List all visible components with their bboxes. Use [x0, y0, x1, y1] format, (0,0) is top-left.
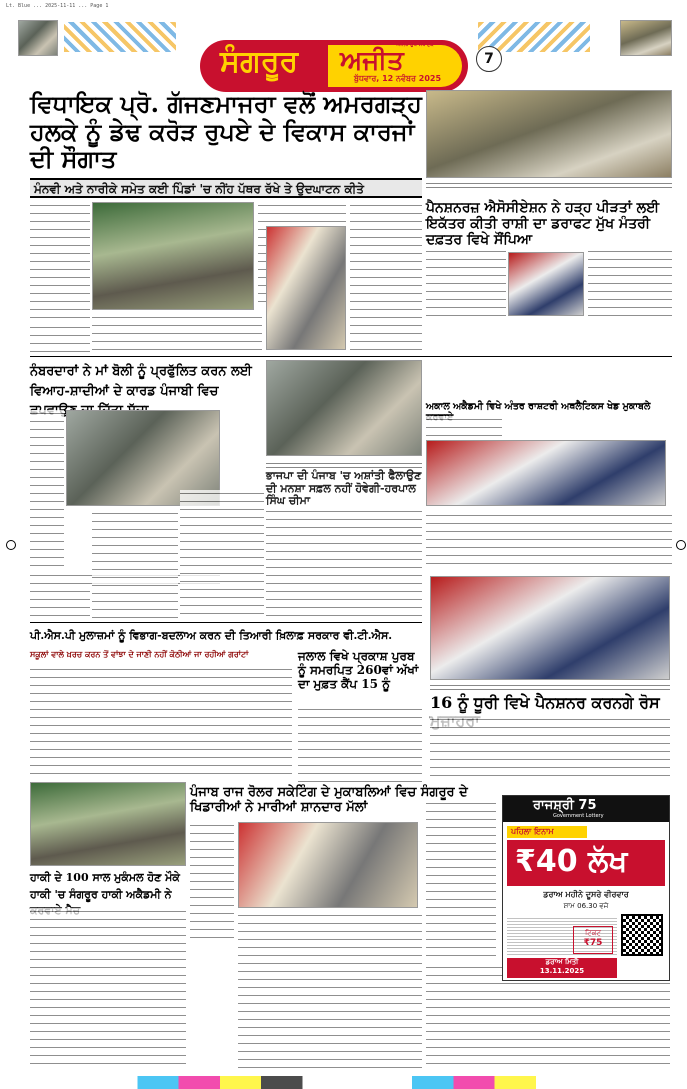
article-body [30, 410, 64, 570]
lottery-header [503, 796, 669, 822]
article-body [426, 800, 496, 960]
article-body [30, 908, 186, 1068]
article-body [190, 822, 234, 942]
prize-amount: ₹40 ਲੱਖ [515, 844, 628, 879]
lottery-draw-line: ਡਰਾਅ ਮਹੀਨੇ ਦੂਸਰੇ ਵੀਰਵਾਰ [543, 890, 629, 899]
article-body [92, 314, 262, 354]
athletics-photo [426, 440, 666, 506]
lottery-advertisement [502, 795, 670, 981]
lottery-brand: ਰਾਜਸ਼੍ਰੀ 75 [533, 798, 597, 813]
page-number: 7 [476, 46, 502, 72]
article-body [298, 706, 422, 782]
first-prize-label: ਪਹਿਲਾ ਇਨਾਮ [507, 826, 587, 838]
article-body [426, 248, 506, 318]
masthead-tag: ਅਜੀਤ ਉਪ-ਸੰਪਾਦਕ [396, 42, 434, 48]
prize-banner [507, 840, 665, 886]
lottery-brand-sub: Government Lottery [553, 813, 604, 819]
print-slug: Lt. Blue ... 2025-11-11 ... Page 1 [6, 3, 109, 9]
hockey-photo [30, 782, 186, 866]
decorative-pattern [64, 22, 176, 52]
masthead-city: ਸੰਗਰੂਰ [220, 44, 299, 79]
headline-psp: ਪੀ.ਐਸ.ਪੀ ਮੁਲਾਜ਼ਮਾਂ ਨੂੰ ਵਿਭਾਗ-ਬਦਲਾਅ ਕਰਨ ਦੀ ਤਿਆਰੀ ਖ਼ਿਲਾਫ਼ ਸਰਕਾਰ ਵੀ.ਟੀ.ਐਸ. [30, 629, 393, 642]
subhead-psp: ਸਕੂਲਾਂ ਵਾਲੇ ਖ਼ਰਚ ਕਰਨ ਤੋਂ ਵਾਂਝਾ ਦੇ ਜਾਣੀ ਨਹੀਂ ਕੋਠੀਆਂ ਜਾ ਰਹੀਆਂ ਗਰਾਂਟਾਂ [30, 650, 249, 659]
article-body [350, 202, 422, 352]
headline-lead: ਵਿਧਾਇਕ ਪ੍ਰੋ. ਗੱਜਣਮਾਜਰਾ ਵਲੋਂ ਅਮਰਗੜ੍ਹ ਹਲਕੇ ਨੂੰ ਡੇਢ ਕਰੋੜ ਰੁਪਏ ਦੇ ਵਿਕਾਸ ਕਾਰਜਾਂ ਦੀ ਸੌਗਾਤ [30, 89, 422, 174]
subhead-lead: ਮੰਨਵੀ ਅਤੇ ਨਾਰੀਕੇ ਸਮੇਤ ਕਈ ਪਿੰਡਾਂ 'ਚ ਨੀਂਹ ਪੱਥਰ ਰੱਖੇ ਤੇ ਉਦਘਾਟਨ ਕੀਤੇ [30, 178, 422, 198]
ticket-price: ₹75 [583, 938, 603, 948]
gurdwara-photo [620, 20, 672, 56]
headline-akal-academy: ਅਕਾਲ ਅਕੈਡਮੀ ਵਿਖੇ ਅੰਤਰ ਰਾਸ਼ਟਰੀ ਅਥਲੈਟਿਕਸ ਖੇਡ ਮੁਕਾਬਲੇ [426, 401, 651, 412]
masthead-paper-name: ਅਜੀਤ [340, 46, 404, 76]
headline-bjp: ਭਾਜਪਾ ਦੀ ਪੰਜਾਬ 'ਚ ਅਸ਼ਾਂਤੀ ਫੈਲਾਉਣ ਦੀ ਮਨਸ਼ਾ ਸਫ਼ਲ ਨਹੀਂ ਹੋਵੇਗੀ-ਹਰਪਾਲ ਸਿੰਘ ਚੀਮਾ [266, 469, 422, 508]
article-body [30, 202, 90, 322]
photo-caption [430, 682, 670, 690]
ticket-price-box [573, 926, 613, 954]
divider [30, 356, 672, 357]
color-bar [0, 1076, 687, 1089]
masthead [200, 40, 494, 92]
divider [30, 622, 422, 623]
lottery-time: ਸ਼ਾਮ 06.30 ਵਜੇ [563, 902, 609, 910]
headline-eye-camp: ਜਲਾਲ ਵਿਖੇ ਪ੍ਰਕਾਸ਼ ਪੁਰਬ ਨੂੰ ਸਮਰਪਿਤ 260ਵਾਂ ਅੱਖਾਂ ਦਾ ਮੁਫ਼ਤ ਕੈਂਪ 15 ਨੂੰ [298, 649, 419, 691]
protest-photo [430, 576, 670, 680]
article-body [430, 716, 670, 782]
article-photo [508, 252, 584, 316]
article-body [92, 510, 178, 618]
article-body [30, 324, 90, 354]
draw-date-label: ਡਰਾਅ ਮਿਤੀ [545, 958, 579, 966]
article-body [30, 666, 292, 776]
article-body [426, 512, 672, 568]
masthead-date: ਬੁੱਧਵਾਰ, 12 ਨਵੰਬਰ 2025 [354, 74, 442, 83]
article-body [30, 588, 90, 618]
photo-caption [266, 460, 422, 468]
article-photo [266, 360, 422, 456]
qr-code-icon [621, 914, 663, 956]
headline-numberdars: ਨੰਬਰਦਾਰਾਂ ਨੇ ਮਾਂ ਬੋਲੀ ਨੂੰ ਪ੍ਰਫੁੱਲਿਤ ਕਰਨ ਲਈ ਵਿਆਹ-ਸ਼ਾਦੀਆਂ ਦੇ ਕਾਰਡ ਪੰਜਾਬੀ ਵਿਚ [30, 364, 252, 399]
draw-date-box [507, 958, 617, 978]
skating-photo [238, 822, 418, 908]
headline-roller-skating: ਪੰਜਾਬ ਰਾਜ ਰੋਲਰ ਸਕੇਟਿੰਗ ਦੇ ਮੁਕਾਬਲਿਆਂ ਵਿਚ ਸੰਗਰੂਰ ਦੇ ਖਿਡਾਰੀਆਂ ਨੇ ਮਾਰੀਆਂ ਸ਼ਾਨਦਾਰ ਮੱਲਾਂ [190, 785, 468, 815]
article-body [588, 248, 672, 318]
photo-caption [426, 180, 672, 190]
draw-date: 13.11.2025 [539, 967, 585, 975]
article-photo [266, 226, 346, 350]
article-body [238, 912, 422, 1068]
pensioners-photo [426, 90, 672, 178]
registration-mark-icon [676, 540, 686, 550]
article-body [266, 508, 422, 616]
article-photo [92, 202, 254, 310]
registration-mark-icon [6, 540, 16, 550]
ticket-label: ਟਿਕਟ [584, 929, 601, 937]
article-body [180, 490, 264, 618]
headline-pensioners: ਪੈਨਸ਼ਨਰਜ਼ ਐਸੋਸੀਏਸ਼ਨ ਨੇ ਹੜ੍ਹ ਪੀੜਤਾਂ ਲਈ ਇਕੱਤਰ ਕੀਤੀ ਰਾਸ਼ੀ ਦਾ ਡਰਾਫਟ ਮੁੱਖ ਮੰਤਰੀ ਦਫ਼ਤਰ ਵਿਖੇ ਸੌਂਪਿਆ [426, 200, 660, 249]
temple-photo [18, 20, 58, 56]
headline-hockey: ਹਾਕੀ ਦੇ 100 ਸਾਲ ਮੁਕੰਮਲ ਹੋਣ ਮੌਕੇ ਹਾਕੀ 'ਚ ਸੰਗਰੂਰ ਹਾਕੀ ਅਕੈਡਮੀ ਨੇ [30, 871, 180, 901]
headline-pensioner-protest: 16 ਨੂੰ ਧੂਰੀ ਵਿਖੇ ਪੈਨਸ਼ਨਰ ਕਰਨਗੇ ਰੋਸ [430, 693, 660, 712]
